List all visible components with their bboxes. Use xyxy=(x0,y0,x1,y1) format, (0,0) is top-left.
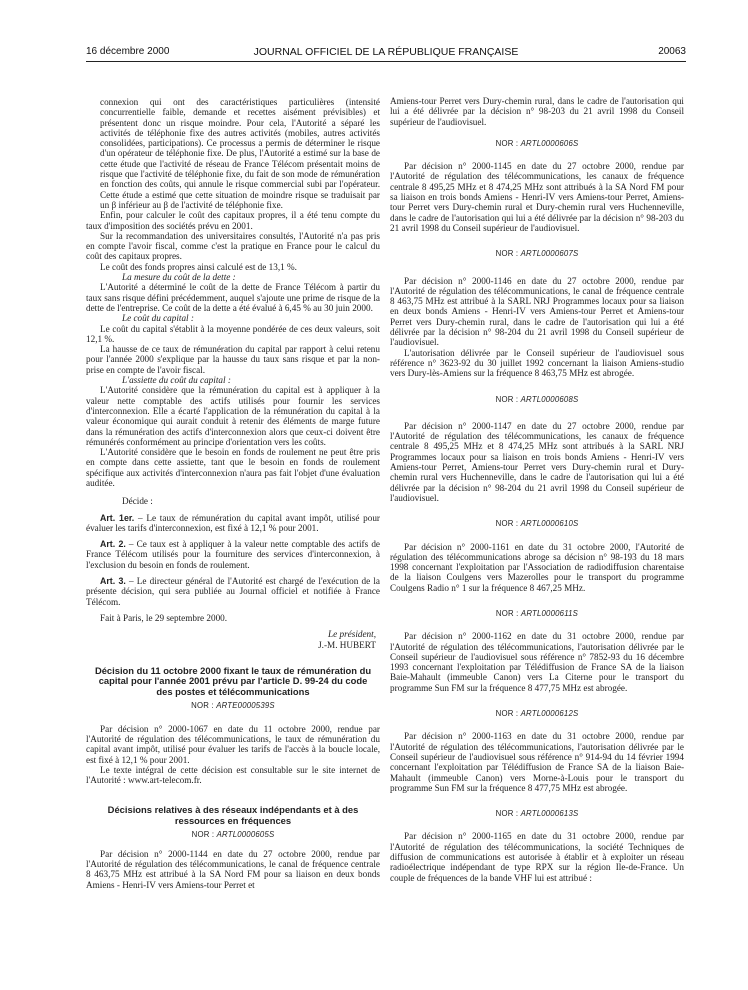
nor-reference xyxy=(390,709,684,719)
nor-label: NOR : xyxy=(495,394,521,404)
nor-value: ARTL0000608S xyxy=(520,394,579,404)
nor-label: NOR : xyxy=(495,249,521,259)
paragraph: Par décision n° 2000-1145 en date du 27 octobre 2000, rendue par l'Autorité de régulation des télécommunications, les canaux de fréquence centrale 8 495,25 MHz et 8 474,25 MHz sont attribués à la SA Nord FM pour sa liaison en trois bonds Amiens - Henri-IV vers Amiens-tour Perret, Amiens-tour Perret vers Dury-chemin rural et Dury-chemin rural vers Huchenneville, dans le cadre de l'autorisation qui lui a été délivrée par la décision n° 98-203 du 21 avril 1998 du Conseil supérieur de l'audiovisuel. xyxy=(390,161,684,233)
paragraph: L'autorisation délivrée par le Conseil supérieur de l'audiovisuel sous référence n° 3623-92 du 30 juillet 1992 concernant la liaison Amiens-studio vers Dury-lès-Amiens sur la fréquence 8 463,75 MHz est abrogée. xyxy=(390,347,684,379)
signature-role-text: Le président, xyxy=(328,629,376,640)
nor-reference xyxy=(390,609,684,619)
article-3 xyxy=(86,576,380,607)
nor-value: ARTL0000605S xyxy=(216,830,275,840)
paragraph: Par décision n° 2000-1144 en date du 27 octobre 2000, rendue par l'Autorité de régulation des télécommunications, le canal de fréquence centrale 8 463,75 MHz est attribué à la SA Nord FM pour sa liaison en deux bonds Amiens - Henri-IV vers Amiens-tour Perret et xyxy=(86,848,380,890)
paragraph: La hausse de ce taux de rémunération du capital par rapport à celui retenu pour l'année 2000 s'explique par la hausse du taux sans risque et par la non-prise en compte de l'avoir fiscal. xyxy=(86,344,380,375)
nor-label: NOR : xyxy=(495,138,521,148)
paragraph: Sur la recommandation des universitaires consultés, l'Autorité n'a pas pris en compte l'avoir fiscal, comme c'est la pratique en France pour le calcul du coût des capitaux propres. xyxy=(86,230,380,262)
decision-title: Décision du 11 octobre 2000 fixant le taux de rémunération du capital pour l'année 2001 prévu par l'article D. 99-24 du code des postes et télécommunications xyxy=(94,664,372,697)
subheading: Le coût du capital : xyxy=(122,313,194,324)
nor-label: NOR : xyxy=(495,809,521,819)
article-text: – Le directeur général de l'Autorité est chargé de l'exécution de la présente décision, qui sera publiée au Journal officiel et notifiée à France Télécom. xyxy=(86,576,380,607)
left-column xyxy=(86,97,380,890)
paragraph: Par décision n° 2000-1146 en date du 27 octobre 2000, rendue par l'Autorité de régulation des télécommunications, le canal de fréquence centrale 8 463,75 MHz est attribué à la SARL NRJ Programmes locaux pour sa liaison en deux bonds Amiens - Henri-IV vers Amiens-tour Perret et Amiens-tour Perret vers Dury-chemin rural, dans le cadre de l'autorisation qui lui a été délivrée par la décision n° 98-204 du 21 avril 1998 du Conseil supérieur de l'audiovisuel. xyxy=(390,275,684,348)
nor-value: ARTL0000610S xyxy=(520,519,579,529)
paragraph: L'Autorité considère que la rémunération du capital est à appliquer à la valeur nette comptable des actifs utilisés pour fournir les services d'interconnexion. Elle a écarté l'application de la rémunération du capital à la valeur économique qui aurait conduit à retenir des éléments de marge future dans la rémunération des actifs d'interconnexion alors que ceux-ci doivent être rémunérés conformément au principe d'orientation vers les coûts. xyxy=(86,385,380,447)
right-column xyxy=(390,96,684,883)
nor-value: ARTL0000612S xyxy=(520,709,579,719)
nor-reference xyxy=(86,701,380,711)
paragraph: L'Autorité a déterminé le coût de la dette de France Télécom à partir du taux sans risque défini précédemment, auquel s'ajoute une prime de risque de la dette de l'entreprise. Ce coût de la dette a été évalué à 6,45 % au 30 juin 2000. xyxy=(86,282,380,313)
paragraph: Le coût du capital s'établit à la moyenne pondérée de ces deux valeurs, soit 12,1 %. xyxy=(86,323,380,344)
nor-label: NOR : xyxy=(495,709,521,719)
nor-value: ARTL0000606S xyxy=(520,138,579,148)
article-label: Art. 2. xyxy=(100,539,126,550)
paragraph: Le texte intégral de cette décision est consultable sur le site internet de l'Autorité : www.art-telecom.fr. xyxy=(86,764,380,786)
paragraph: Le coût des fonds propres ainsi calculé est de 13,1 %. xyxy=(100,261,297,272)
nor-reference xyxy=(390,809,684,819)
paragraph: Par décision n° 2000-1163 en date du 31 octobre 2000, rendue par l'Autorité de régulation des télécommunications, l'autorisation délivrée par le Conseil supérieur de l'audiovisuel sous référence n° 914-94 du 14 février 1994 concernant l'exploitation par Télédiffusion de France SA de la liaison Baie-Mahault (immeuble Canon) vers Morne-à-Louis pour le transport du programme Sun FM sur la fréquence 8 477,75 MHz est abrogée. xyxy=(390,731,684,793)
nor-label: NOR : xyxy=(191,701,217,711)
signature-name: J.-M. HUBERT xyxy=(318,639,376,650)
subheading: L'assiette du coût du capital : xyxy=(122,375,231,386)
paragraph: Par décision n° 2000-1161 en date du 31 octobre 2000, l'Autorité de régulation des télécommunications abroge sa décision n° 98-193 du 18 mars 1998 concernant l'exploitation par l'Association de radiodiffusion charentaise de la liaison Coulgens vers Mazerolles pour le transport du programme Coulgens Radio n° 1 sur la fréquence 8 467,25 MHz. xyxy=(390,541,684,593)
nor-reference xyxy=(390,395,684,405)
nor-value: ARTL0000611S xyxy=(520,608,579,618)
nor-value: ARTL0000607S xyxy=(520,249,579,259)
nor-label: NOR : xyxy=(191,830,217,840)
journal-title: JOURNAL OFFICIEL DE LA RÉPUBLIQUE FRANÇAISE xyxy=(253,46,519,58)
subheading: La mesure du coût de la dette : xyxy=(122,272,236,283)
decide-label: Décide : xyxy=(122,496,153,507)
paragraph: Par décision n° 2000-1162 en date du 31 octobre 2000, rendue par l'Autorité de régulation des télécommunications, l'autorisation délivrée par le Conseil supérieur de l'audiovisuel sous référence n° 7852-93 du 16 décembre 1993 concernant l'exploitation par Télédiffusion de France SA de la liaison Baie-Mahault (immeuble Canon) vers La Citerne pour le transport du programme Sun FM sur la fréquence 8 477,75 MHz est abrogée. xyxy=(390,631,684,693)
paragraph: Amiens-tour Perret vers Dury-chemin rural, dans le cadre de l'autorisation qui lui a été délivrée par la décision n° 98-203 du 21 avril 1998 du Conseil supérieur de l'audiovisuel. xyxy=(390,96,684,127)
nor-value: ARTE0000539S xyxy=(216,701,275,711)
paragraph: Enfin, pour calculer le coût des capitaux propres, il a été tenu compte du taux d'imposition des sociétés prévu en 2001. xyxy=(86,210,380,231)
nor-label: NOR : xyxy=(495,519,521,529)
section-title: Décisions relatives à des réseaux indépendants et à des ressources en fréquences xyxy=(107,804,359,826)
article-1 xyxy=(86,513,380,534)
article-text: – Le taux de rémunération du capital avant impôt, utilisé pour évaluer les tarifs d'interconnexion, est fixé à 12,1 % pour 2001. xyxy=(86,512,380,533)
paragraph: Par décision n° 2000-1165 en date du 31 octobre 2000, rendue par l'Autorité de régulation des télécommunications, la société Techniques de diffusion de communications est autorisée à établir et à exploiter un réseau radioélectrique indépendant de type RPX sur la région Ile-de-France. Un couple de fréquences de la bande VHF lui est attribué : xyxy=(390,831,684,883)
header-date: 16 décembre 2000 xyxy=(86,46,170,57)
nor-value: ARTL0000613S xyxy=(520,809,579,819)
nor-reference xyxy=(390,519,684,529)
signature-place-date: Fait à Paris, le 29 septembre 2000. xyxy=(100,612,228,623)
article-text: – Ce taux est à appliquer à la valeur nette comptable des actifs de France Télécom utilisés pour la fourniture des services d'interconnexion, à l'exclusion du besoin en fonds de roulement. xyxy=(86,539,380,570)
paragraph: connexion qui ont des caractéristiques particulières (intensité concurrentielle faible, demande et recettes aisément prévisibles) et présentent donc un risque moindre. Pour cela, l'Autorité a séparé les activités de téléphonie fixe des autres activités (mobiles, autres activités consolidées, participations). Ce processus a permis de déterminer le risque d'un opérateur de téléphonie fixe. De plus, l'Autorité a estimé sur la base de cette étude que l'activité de réseau de France Télécom présentait moins de risque que l'activité de téléphonie fixe, du fait de son mode de rémunération en fonction des coûts, qui annule le risque commercial subi par l'opérateur. Cette étude a estimé que cette situation de moindre risque se traduisait par un β inférieur au β de l'activité de téléphonie fixe. xyxy=(100,97,380,210)
paragraph: Par décision n° 2000-1147 en date du 27 octobre 2000, rendue par l'Autorité de régulation des télécommunications, les canaux de fréquence centrale 8 495,25 MHz et 8 474,25 MHz sont attribués à la SARL NRJ Programmes locaux pour sa liaison en trois bonds Amiens - Henri-IV vers Amiens-tour Perret, Amiens-tour Perret vers Dury-chemin rural et Dury-chemin rural vers Huchenneville, dans le cadre de l'autorisation qui lui a été délivrée par la décision n° 98-204 du 21 avril 1998 du Conseil supérieur de l'audiovisuel. xyxy=(390,420,684,503)
nor-label: NOR : xyxy=(495,608,521,618)
signature-role xyxy=(86,629,380,639)
page-number: 20063 xyxy=(658,46,686,57)
article-label: Art. 3. xyxy=(100,576,126,587)
header-rule xyxy=(86,61,686,62)
paragraph: Par décision n° 2000-1067 en date du 11 octobre 2000, rendue par l'Autorité de régulation des télécommunications, le taux de rémunération du capital avant impôt, utilisé pour évaluer les tarifs de l'accès à la boucle locale, est fixé à 12,1 % pour 2001. xyxy=(86,723,380,765)
article-2 xyxy=(86,539,380,570)
nor-reference xyxy=(390,249,684,259)
paragraph: L'Autorité considère que le besoin en fonds de roulement ne peut être pris en compte dans cette assiette, tant que le besoin en fonds de roulement spécifique aux activités d'interconnexion n'aura pas fait l'objet d'une évaluation auditée. xyxy=(86,447,380,488)
page-header xyxy=(86,46,686,60)
nor-reference xyxy=(390,139,684,149)
article-label: Art. 1er. xyxy=(100,512,135,523)
nor-reference xyxy=(86,830,380,840)
